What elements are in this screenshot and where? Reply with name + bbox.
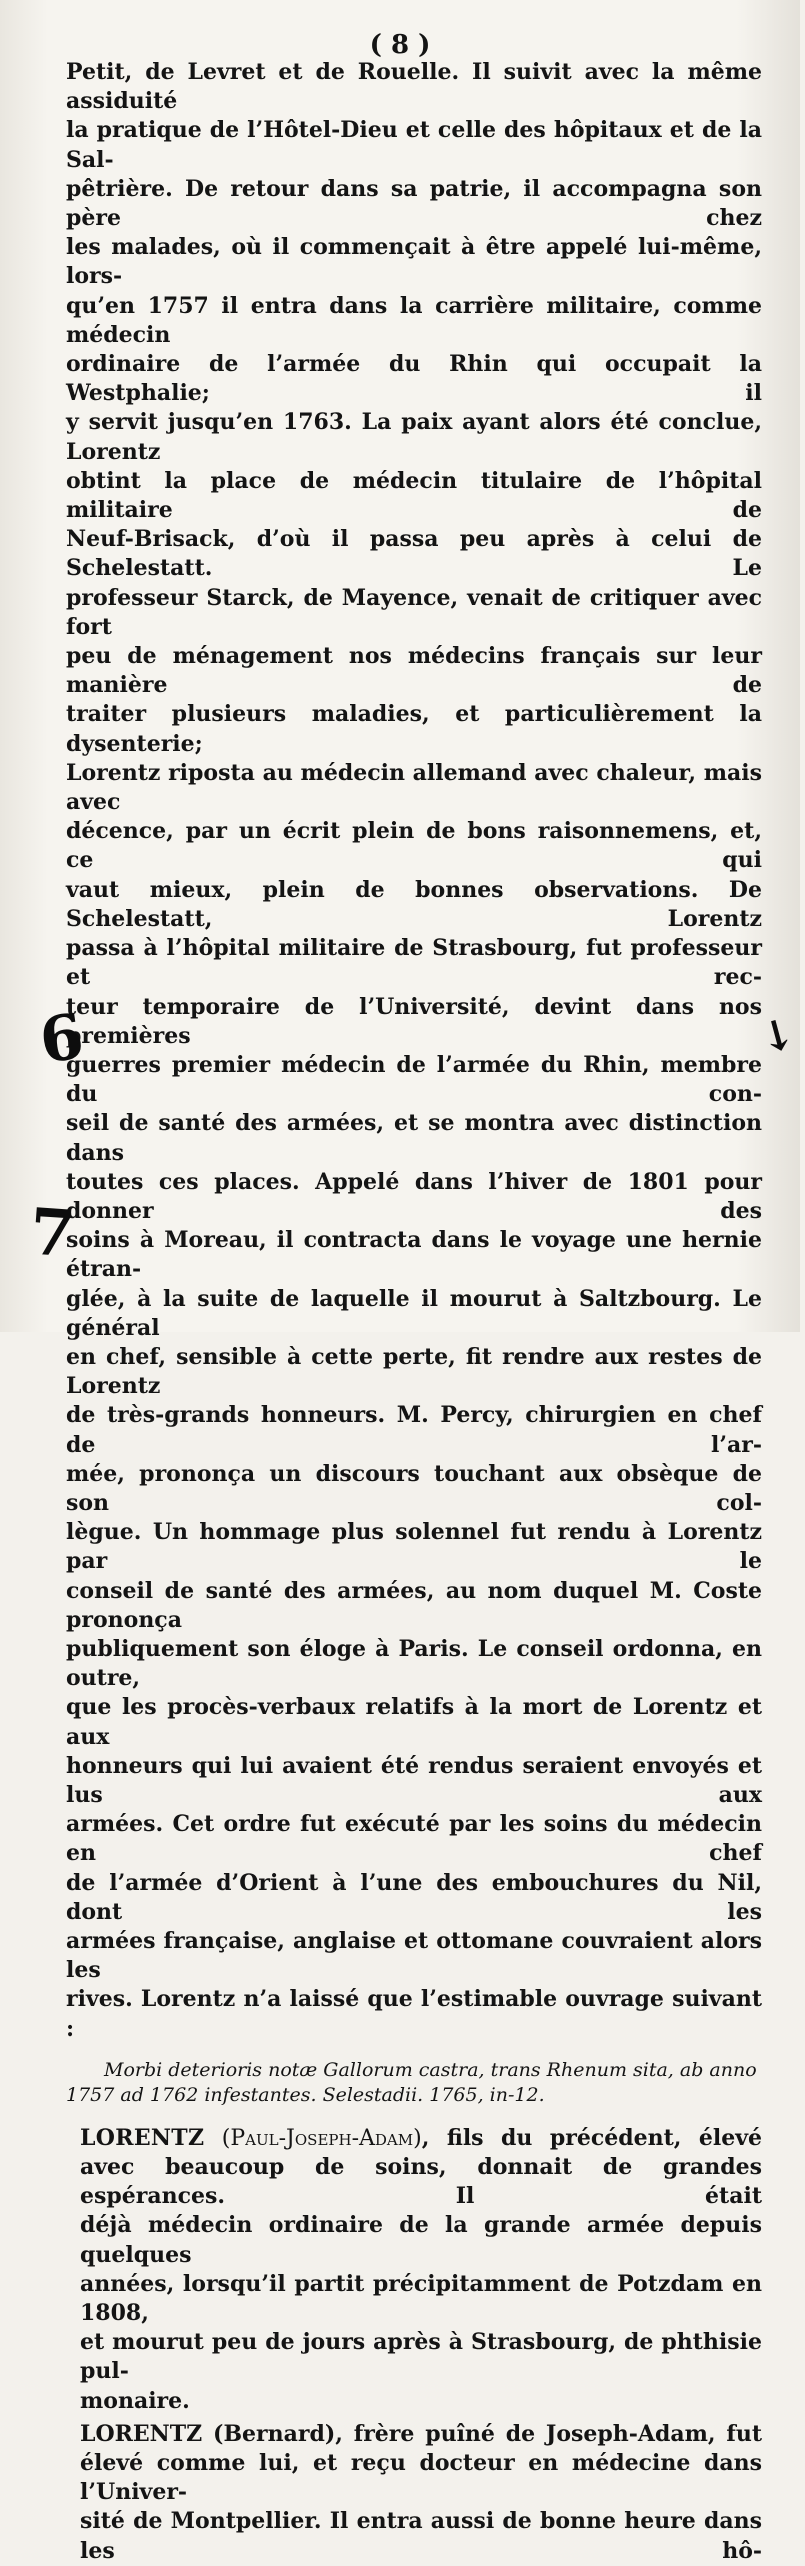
- paragraph-line: publiquement son éloge à Paris. Le conseil ordonna, en outre,: [66, 1635, 762, 1692]
- paragraph-line: en chef, sensible à cette perte, fit rendre aux restes de Lorentz: [66, 1343, 762, 1400]
- paragraph-line: mée, prononça un discours touchant aux obsèque de son col-: [66, 1460, 762, 1516]
- paragraph-line: de l’armée d’Orient à l’une des embouchures du Nil, dont les: [66, 1869, 762, 1925]
- entry-text-line: déjà médecin ordinaire de la grande armée depuis quelques: [80, 2212, 762, 2268]
- citation-line: Morbi deterioris notæ Gallorum castra, trans Rhenum sita, ab anno: [104, 2058, 757, 2081]
- paragraph-line: glée, à la suite de laquelle il mourut à Saltzbourg. Le général: [66, 1285, 762, 1341]
- citation-line: 1757 ad 1762 infestantes. Selestadii. 1765, in-12.: [66, 2083, 545, 2106]
- paragraph-line: que les procès-verbaux relatifs à la mort de Lorentz et aux: [66, 1694, 762, 1750]
- paragraph-line: obtint la place de médecin titulaire de l’hôpital militaire de: [66, 467, 762, 524]
- entry-text-line: avec beaucoup de soins, donnait de grandes espérances. Il était: [80, 2154, 762, 2210]
- entry-text-line: , frère puîné de Joseph-Adam, fut: [335, 2420, 762, 2447]
- text-block: [66, 58, 762, 2566]
- entry-paul-joseph-adam: [66, 2124, 762, 2416]
- paragraph-line: pêtrière. De retour dans sa patrie, il accompagna son père chez: [66, 175, 762, 232]
- entry-given-names: (Bernard): [213, 2420, 336, 2447]
- paragraph-line: Neuf-Brisack, d’où il passa peu après à celui de Schelestatt. Le: [66, 526, 762, 582]
- paragraph-line: la pratique de l’Hôtel-Dieu et celle des hôpitaux et de la Sal-: [66, 117, 762, 173]
- paragraph-line: Petit, de Levret et de Rouelle. Il suivit avec la même assiduité: [66, 59, 762, 115]
- entry-text-line: monaire.: [80, 2387, 190, 2414]
- handwritten-arrow-icon: ↘: [750, 1004, 805, 1065]
- entry-text-line: , fils du précédent, élevé: [421, 2124, 762, 2151]
- entry-bernard: [66, 2420, 762, 2566]
- paragraph-line: soins à Moreau, il contracta dans le voyage une hernie étran-: [66, 1227, 762, 1283]
- paragraph-line: peu de ménagement nos médecins français sur leur manière de: [66, 643, 762, 699]
- paragraph-line: armées française, anglaise et ottomane couvraient alors les: [66, 1928, 762, 1984]
- handwritten-mark: 6: [35, 999, 89, 1078]
- paragraph-line: qu’en 1757 il entra dans la carrière militaire, comme médecin: [66, 292, 762, 348]
- paragraph-line: lègue. Un hommage plus solennel fut rendu à Lorentz par le: [66, 1519, 762, 1575]
- paragraph-line: vaut mieux, plein de bonnes observations. De Schelestatt, Lorentz: [66, 876, 762, 932]
- paragraph-line: ordinaire de l’armée du Rhin qui occupait la Westphalie; il: [66, 351, 762, 407]
- paragraph-line: passa à l’hôpital militaire de Strasbourg, fut professeur et rec-: [66, 935, 762, 991]
- paragraph-line: de très-grands honneurs. M. Percy, chirurgien en chef de l’ar-: [66, 1402, 762, 1458]
- paragraph-line: guerres premier médecin de l’armée du Rhin, membre du con-: [66, 1051, 762, 1108]
- entry-name: LORENTZ: [80, 2124, 205, 2151]
- paragraph-line: honneurs qui lui avaient été rendus seraient envoyés et lus aux: [66, 1752, 762, 1808]
- paragraph-line: rives. Lorentz n’a laissé que l’estimable ouvrage suivant :: [66, 1986, 762, 2042]
- paragraph-line: décence, par un écrit plein de bons raisonnemens, et, ce qui: [66, 818, 762, 874]
- entry-text-line: élevé comme lui, et reçu docteur en médecine dans l’Univer-: [80, 2450, 762, 2506]
- paragraph-line: armées. Cet ordre fut exécuté par les soins du médecin en chef: [66, 1811, 762, 1867]
- work-citation: [66, 2058, 762, 2108]
- entry-given-names: (Paul-Joseph-Adam): [221, 2125, 422, 2151]
- entry-text-line: et mourut peu de jours après à Strasbourg, de phthisie pul-: [80, 2329, 762, 2385]
- paragraph-line: Lorentz riposta au médecin allemand avec chaleur, mais avec: [66, 759, 762, 816]
- entry-name: LORENTZ: [80, 2420, 203, 2447]
- paragraph-line: toutes ces places. Appelé dans l’hiver de 1801 pour donner des: [66, 1168, 762, 1224]
- page-number: ( 8 ): [369, 30, 431, 60]
- paragraph-line: professeur Starck, de Mayence, venait de critiquer avec fort: [66, 584, 762, 640]
- entry-text-line: années, lorsqu’il partit précipitamment de Potzdam en 1808,: [80, 2270, 762, 2327]
- paragraph-line: traiter plusieurs maladies, et particulièrement la dysenterie;: [66, 701, 762, 757]
- paragraph-line: teur temporaire de l’Université, devint dans nos premières: [66, 993, 762, 1049]
- paragraph-line: seil de santé des armées, et se montra avec distinction dans: [66, 1110, 762, 1166]
- entry-text-line: sité de Montpellier. Il entra aussi de bonne heure dans les hô-: [80, 2508, 762, 2564]
- paragraph-line: conseil de santé des armées, au nom duquel M. Coste prononça: [66, 1577, 762, 1633]
- paragraph-line: les malades, où il commençait à être appelé lui-même, lors-: [66, 234, 762, 290]
- handwritten-mark: 7: [27, 1194, 78, 1273]
- biography-paragraph: [66, 58, 762, 2044]
- paragraph-line: y servit jusqu’en 1763. La paix ayant alors été conclue, Lorentz: [66, 409, 762, 465]
